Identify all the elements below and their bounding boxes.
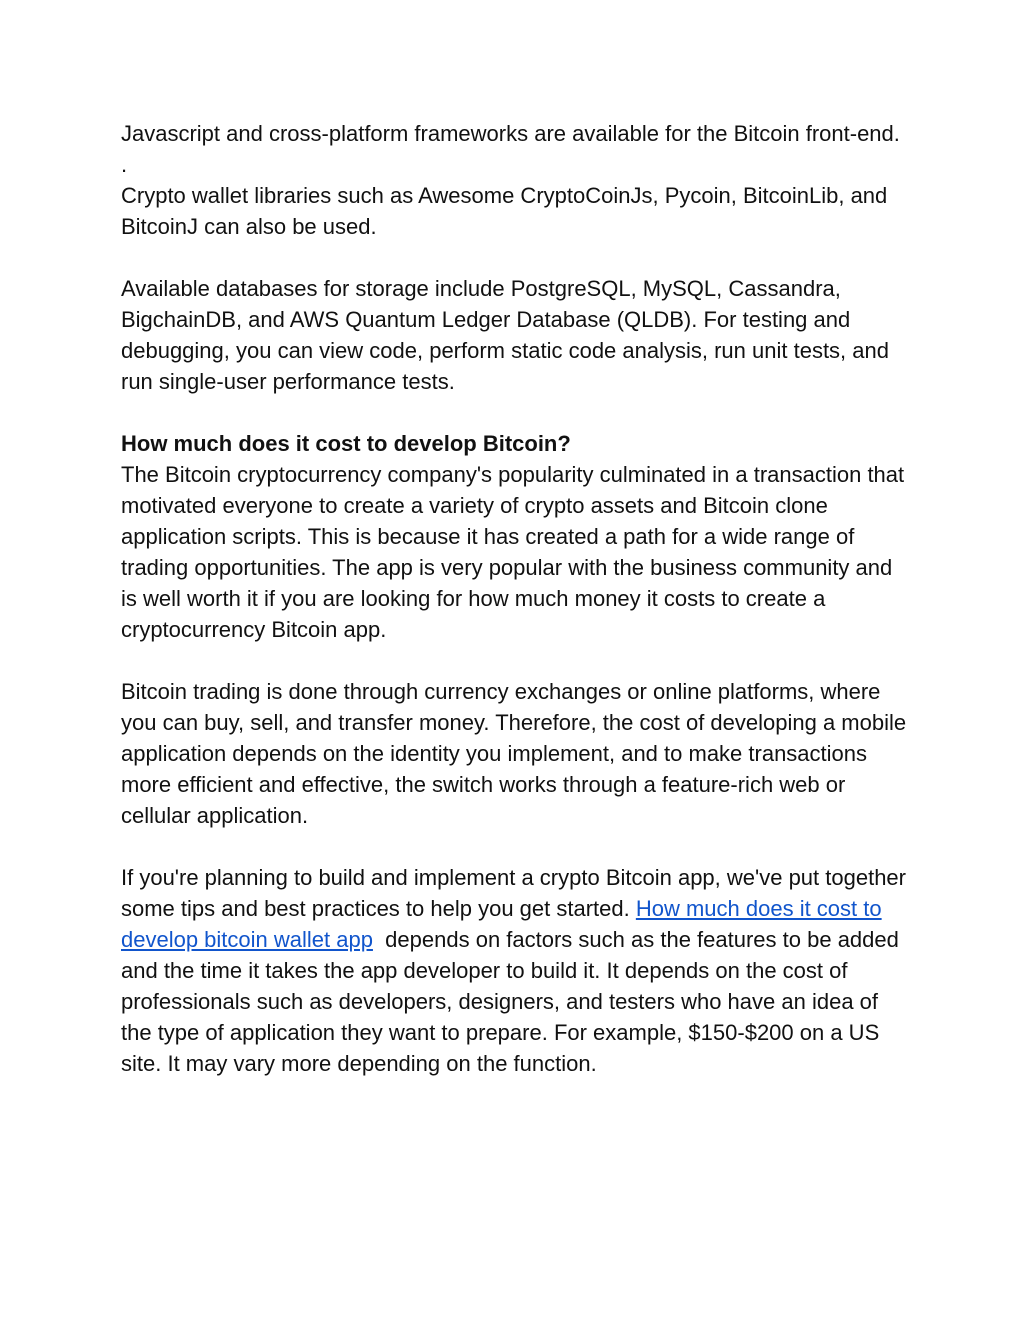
- paragraph-trading: Bitcoin trading is done through currency exchanges or online platforms, where you can buy, sell, and transfer money. Therefore, the cost of developing a mobile application depends on the identity you implement, and to make transactions more efficient and effective, the switch works through a feature-rich web or cellular application.: [121, 679, 907, 828]
- paragraph-gap: [121, 831, 911, 862]
- paragraph-databases: Available databases for storage include PostgreSQL, MySQL, Cassandra, BigchainDB, and AWS Quantum Ledger Database (QLDB). For testing and debugging, you can view code, perform static code analysis, run unit tests, and run single-user performance tests.: [121, 276, 889, 394]
- paragraph-cost: [121, 862, 911, 1079]
- paragraph-gap: [121, 242, 911, 273]
- cost-article-link[interactable]: How much does it cost to develop bitcoin wallet app: [121, 896, 882, 952]
- separator-dot: .: [121, 152, 128, 177]
- paragraph-wallet-libraries: Crypto wallet libraries such as Awesome CryptoCoinJs, Pycoin, BitcoinLib, and BitcoinJ can also be used.: [121, 183, 888, 239]
- paragraph-gap: [121, 645, 911, 676]
- paragraph-cost-rest: depends on factors such as the features to be added and the time it takes the app developer to build it. It depends on the cost of professionals such as developers, designers, and testers who have an idea of the type of application they want to prepare. For example, $150-$200 on a US site. It may vary more depending on the function.: [121, 927, 905, 1076]
- document-body: [121, 118, 911, 1079]
- paragraph-gap: [121, 397, 911, 428]
- paragraph-frameworks: Javascript and cross-platform frameworks are available for the Bitcoin front-end.: [121, 121, 900, 146]
- section-heading: How much does it cost to develop Bitcoin?: [121, 431, 571, 456]
- paragraph-cost-intro: If you're planning to build and implement a crypto Bitcoin app, we've put together some tips and best practices to help you get started.: [121, 865, 906, 921]
- paragraph-popularity: The Bitcoin cryptocurrency company's popularity culminated in a transaction that motivated everyone to create a variety of crypto assets and Bitcoin clone application scripts. This is because it has created a path for a wide range of trading opportunities. The app is very popular with the business community and is well worth it if you are looking for how much money it costs to create a cryptocurrency Bitcoin app.: [121, 462, 905, 642]
